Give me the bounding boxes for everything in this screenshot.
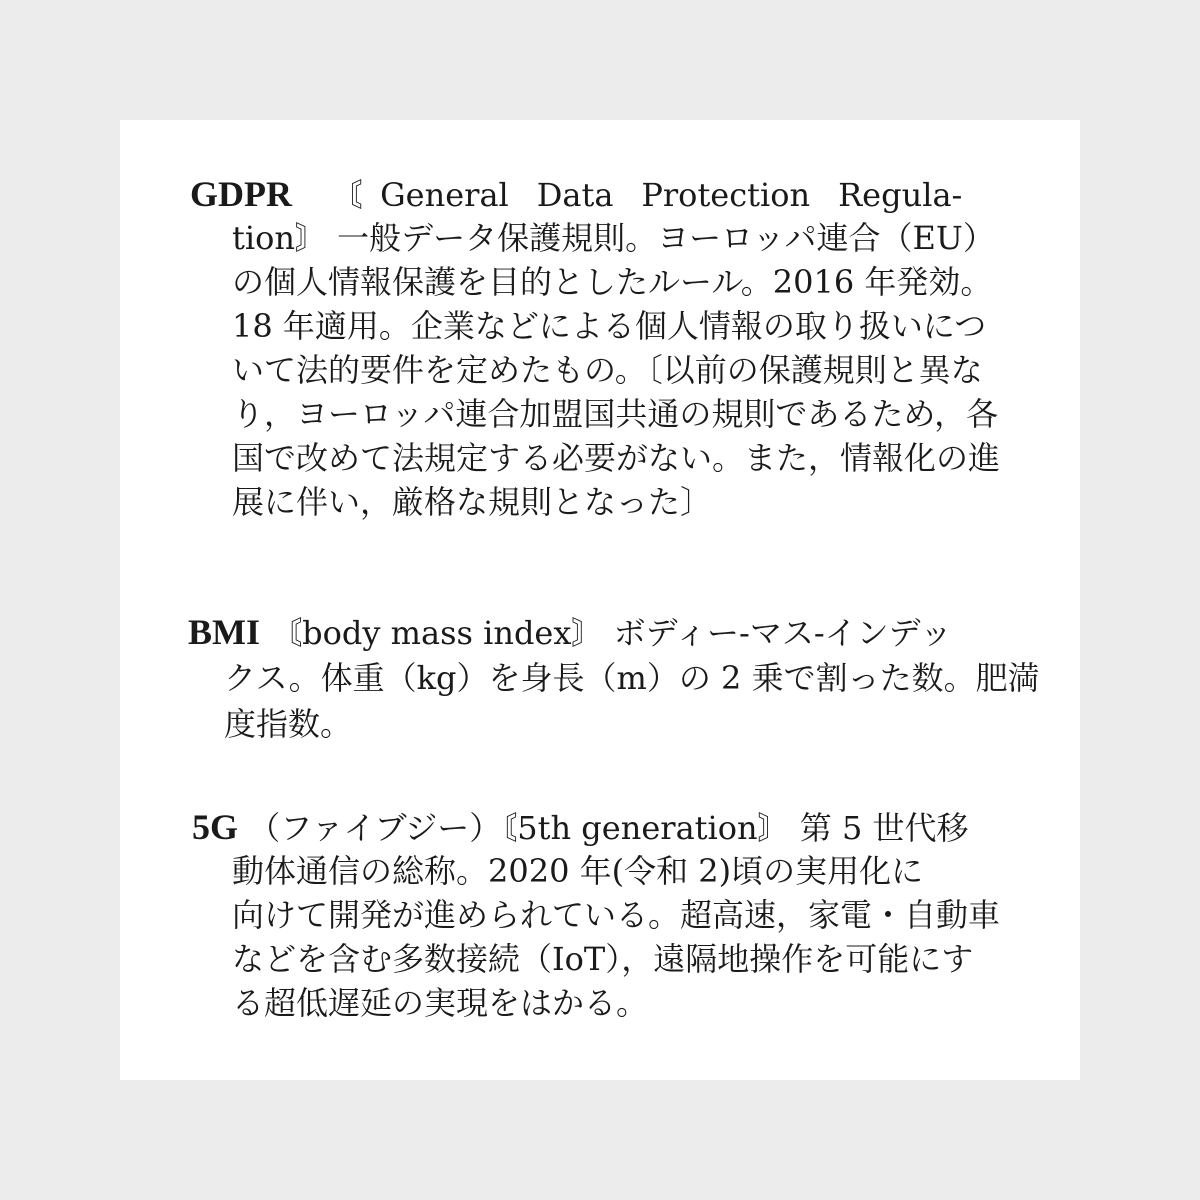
entry-text: 〘body mass index〙 ボディー-マス-インデッ bbox=[270, 614, 953, 652]
entry-line: 国で改めて法規定する必要がない。また，情報化の進 bbox=[232, 439, 1001, 477]
entry-line bbox=[188, 610, 952, 654]
entry-line: 展に伴い，厳格な規則となった〕 bbox=[232, 483, 713, 521]
entry-line: 18 年適用。企業などによる個人情報の取り扱いにつ bbox=[232, 307, 987, 345]
entry-line: 向けて開発が進められている。超高速，家電・自動車 bbox=[232, 896, 1001, 934]
entry-line: る超低遅延の実現をはかる。 bbox=[232, 984, 649, 1022]
entry-line bbox=[190, 172, 962, 216]
headword: GDPR bbox=[190, 174, 292, 214]
entry-line: などを含む多数接続（IoT），遠隔地操作を可能にす bbox=[232, 940, 974, 978]
entry-line: クス。体重（kg）を身長（m）の 2 乗で割った数。肥満 bbox=[224, 659, 1040, 697]
headword: 5G bbox=[192, 807, 239, 847]
entry-line: いて法的要件を定めたもの。〔以前の保護規則と異な bbox=[232, 351, 983, 389]
headword: BMI bbox=[188, 612, 260, 652]
entry-line: tion〙 一般データ保護規則。ヨーロッパ連合（EU） bbox=[232, 219, 995, 257]
entry-line: の個人情報保護を目的としたルール。2016 年発効。 bbox=[232, 263, 993, 301]
entry-line: 動体通信の総称。2020 年(令和 2)頃の実用化に bbox=[232, 852, 924, 890]
entry-line bbox=[192, 805, 969, 849]
entry-text: （ファイブジー）〘5th generation〙 第 5 世代移 bbox=[248, 809, 969, 847]
entry-text: 〘General Data Protection Regula- bbox=[330, 176, 963, 214]
entry-line: り，ヨーロッパ連合加盟国共通の規則であるため，各 bbox=[232, 395, 999, 433]
entry-line: 度指数。 bbox=[224, 705, 353, 743]
